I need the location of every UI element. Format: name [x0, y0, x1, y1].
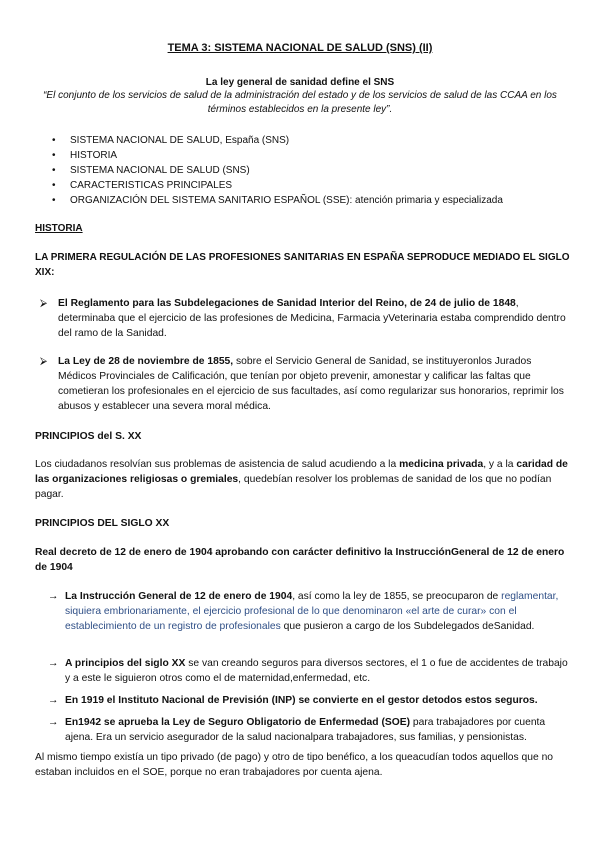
inp-item — [48, 693, 570, 708]
instruccion-text: , así como la ley de 1855, se preocuparon de — [292, 591, 502, 602]
arrow-right-icon: → — [48, 694, 59, 706]
ciudadanos-text: , y a la — [483, 459, 517, 470]
seguros-text: se van creando seguros para diversos sectores, el 1 o fue de accidentes de trabajo y a este le siguieron otros como el de maternidad,enfermedad, etc. — [65, 658, 568, 684]
chevron-bullet-icon: ⮚ — [40, 356, 48, 367]
arrow-right-icon: → — [48, 716, 59, 728]
reglamento-item — [40, 296, 570, 341]
arrow-right-icon: → — [48, 590, 59, 602]
final-paragraph: Al mismo tiempo existía un tipo privado (de pago) y otro de tipo benéfico, a los queacudían todos aquellos que no estaban incluidos en el SOE, porque no eran trabajadores por cuenta ajena. — [35, 752, 554, 778]
reglamento-bold: El Reglamento para las Subdelegaciones de Sanidad Interior del Reino, de 24 de julio de 1848 — [58, 298, 516, 309]
instruccion-general-item — [48, 589, 570, 634]
topic-list-item: • HISTORIA — [52, 148, 572, 163]
principios-siglo-heading: PRINCIPIOS DEL SIGLO XX — [35, 518, 170, 529]
ley-1855-text: sobre el Servicio General de Sanidad, se instituyeronlos Jurados Médicos Provinciales de Calificación, que tenían por objeto prevenir, amonestar y calificar las faltas que cometieran los profesionales en el ejercicio de sus facultades, así como regularizar sus honorarios, reprimir los abusos y establecer una severa moral médica. — [58, 356, 564, 412]
inp-text: En 1919 el Instituto Nacional de Previsión (INP) se convierte en el gestor detodos estos seguros. — [65, 695, 538, 706]
principios-sxx-heading: PRINCIPIOS del S. XX — [35, 431, 142, 442]
seguros-bold: A principios del siglo XX — [65, 658, 186, 669]
ciudadanos-text: , quedebían resolver los problemas de sanidad de los que no podían pagar. — [35, 474, 552, 500]
ciudadanos-paragraph — [35, 457, 570, 502]
definition-quote: “El conjunto de los servicios de salud de la administración del estado y de los servicios de salud de las CCAA en los términos establecidos en la presente ley”. — [43, 90, 557, 115]
topic-list-item: • ORGANIZACIÓN DEL SISTEMA SANITARIO ESPAÑOL (SSE): atención primaria y especializada — [52, 193, 572, 208]
seguros-item — [48, 656, 570, 686]
soe-text: para trabajadores por cuenta ajena. Era un servicio asegurador de la salud nacionalpara trabajadores, sus familias, y pensionistas. — [65, 717, 546, 743]
real-decreto-heading: Real decreto de 12 de enero de 1904 aprobando con carácter definitivo la InstrucciónGeneral de 12 de enero de 1904 — [35, 547, 565, 573]
topic-list-item: • SISTEMA NACIONAL DE SALUD (SNS) — [52, 163, 572, 178]
instruccion-highlight: reglamentar, siquiera embrionariamente, el ejercicio profesional de lo que denominaron «el arte de curar» con el establecimiento de un registro de profesionales — [65, 591, 559, 632]
instruccion-text-end: que pusieron a cargo de los Subdelegados deSanidad. — [280, 621, 535, 632]
ley-1855-item — [40, 354, 570, 414]
topic-list-item: • SISTEMA NACIONAL DE SALUD, España (SNS) — [52, 133, 572, 148]
topic-list — [52, 133, 572, 208]
historia-heading: HISTORIA — [35, 223, 83, 234]
soe-item — [48, 715, 570, 745]
caridad-organizaciones: caridad de las organizaciones religiosas o gremiales — [35, 459, 568, 485]
ciudadanos-text: Los ciudadanos resolvían sus problemas de asistencia de salud acudiendo a la — [35, 459, 400, 470]
reglamento-text: , determinaba que el ejercicio de las profesiones de Medicina, Farmacia yVeterinaria estaba comprendido dentro del ramo de la Sanidad. — [58, 298, 566, 339]
subtitle: La ley general de sanidad define el SNS — [205, 77, 395, 88]
topic-list-item: • CARACTERISTICAS PRINCIPALES — [52, 178, 572, 193]
instruccion-bold: La Instrucción General de 12 de enero de 1904 — [65, 591, 293, 602]
primera-regulacion-heading: LA PRIMERA REGULACIÓN DE LAS PROFESIONES SANITARIAS EN ESPAÑA SEPRODUCE MEDIADO EL SIGLO XIX: — [35, 252, 570, 278]
chevron-bullet-icon: ⮚ — [40, 298, 48, 309]
arrow-right-icon: → — [48, 657, 59, 669]
soe-bold: En1942 se aprueba la Ley de Seguro Obligatorio de Enfermedad (SOE) — [65, 717, 411, 728]
medicina-privada: medicina privada — [399, 459, 484, 470]
page-title: TEMA 3: SISTEMA NACIONAL DE SALUD (SNS) (II) — [167, 42, 433, 54]
ley-1855-bold: La Ley de 28 de noviembre de 1855, — [58, 356, 234, 367]
